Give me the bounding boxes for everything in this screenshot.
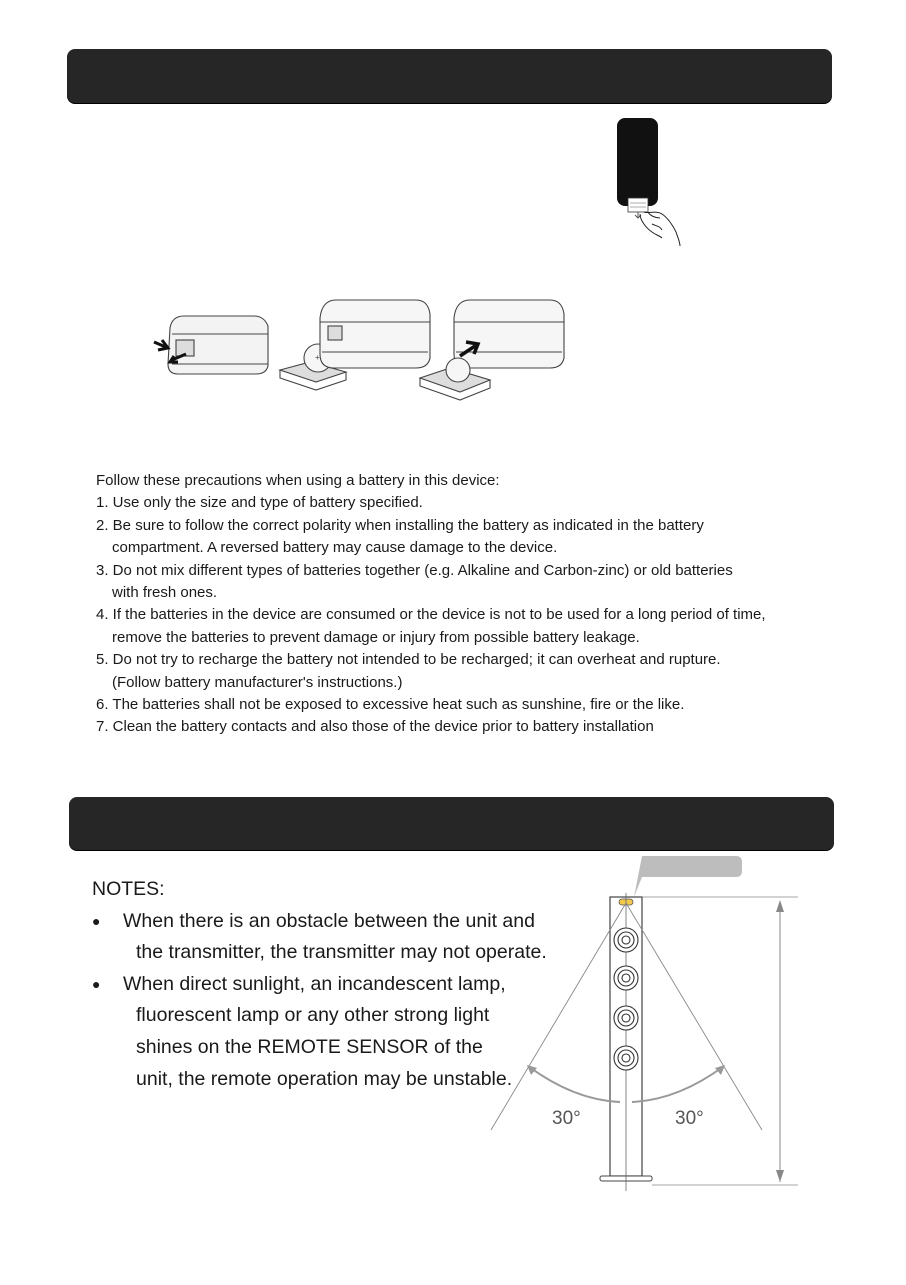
note-2-line-4: unit, the remote operation may be unstable. — [136, 1067, 513, 1090]
notes-title: NOTES: — [92, 878, 165, 900]
precaution-item-4: 4. If the batteries in the device are consumed or the device is not to be used for a long period of time, — [96, 606, 766, 624]
range-line-left — [491, 903, 626, 1130]
angle-label-right: 30° — [675, 1108, 704, 1129]
bullet-dot-icon: ● — [92, 912, 101, 929]
angle-arc-left — [528, 1066, 620, 1102]
angle-label-left: 30° — [552, 1108, 581, 1129]
note-2-line-1: When direct sunlight, an incandescent lamp, — [123, 972, 506, 995]
precaution-item-4-cont: remove the batteries to prevent damage or injury from possible battery leakage. — [112, 628, 640, 646]
precautions-intro: Follow these precautions when using a battery in this device: — [96, 472, 500, 489]
precaution-item-2-cont: compartment. A reversed battery may cause damage to the device. — [112, 539, 558, 557]
precaution-item-5: 5. Do not try to recharge the battery not intended to be recharged; it can overheat and rupture. — [96, 651, 721, 669]
precaution-item-3-cont: with fresh ones. — [112, 584, 218, 602]
note-1-line-2: the transmitter, the transmitter may not operate. — [136, 941, 547, 964]
precaution-item-7: 7. Clean the battery contacts and also those of the device prior to battery installation — [96, 718, 654, 736]
precaution-item-6: 6. The batteries shall not be exposed to excessive heat such as sunshine, fire or the like. — [96, 696, 685, 714]
angle-arc-right — [632, 1066, 724, 1102]
precaution-item-5-cont: (Follow battery manufacturer's instructions.) — [112, 673, 403, 691]
precaution-item-2: 2. Be sure to follow the correct polarity when installing the battery as indicated in the battery — [96, 516, 704, 534]
note-1-line-1: When there is an obstacle between the unit and — [123, 909, 535, 932]
range-line-right — [626, 903, 762, 1130]
precaution-item-1: 1. Use only the size and type of battery specified. — [96, 494, 423, 512]
bullet-dot-icon: ● — [92, 975, 101, 992]
remote-sensor-tag — [634, 856, 742, 897]
note-2-line-2: fluorescent lamp or any other strong light — [136, 1004, 490, 1027]
precaution-item-3: 3. Do not mix different types of batteries together (e.g. Alkaline and Carbon-zinc) or old batteries — [96, 561, 733, 579]
note-2-line-3: shines on the REMOTE SENSOR of the — [136, 1035, 483, 1058]
svg-text:+: + — [315, 353, 320, 362]
